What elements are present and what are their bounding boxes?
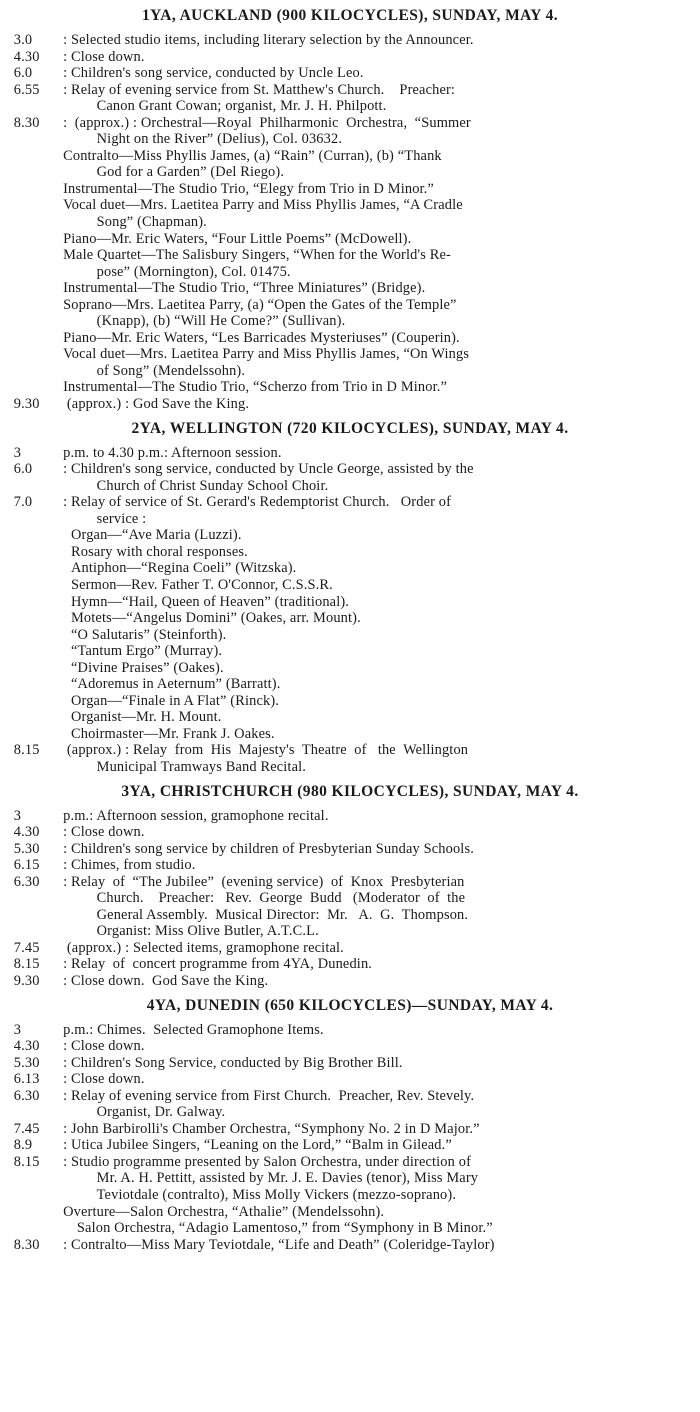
programme-text: Male Quartet—The Salisbury Singers, “When for the World's Re- <box>63 247 451 264</box>
programme-text: Antiphon—“Regina Coeli” (Witzska). <box>70 560 297 577</box>
programme-time: 6.13 <box>13 1071 40 1088</box>
programme-time: 6.30 <box>13 873 40 890</box>
programme-line <box>0 890 690 907</box>
programme-line <box>0 313 690 330</box>
programme-text: (approx.) : God Save the King. <box>63 396 250 413</box>
programme-line <box>0 1154 690 1171</box>
programme-line <box>0 231 690 248</box>
programme-text: Salon Orchestra, “Adagio Lamentoso,” from “Symphony in B Minor.” <box>76 1220 493 1237</box>
programme-line <box>0 544 690 561</box>
programme-text: Hymn—“Hail, Queen of Heaven” (traditional). <box>70 593 350 610</box>
programme-line <box>0 1104 690 1121</box>
programme-text: : Children's song service, conducted by Uncle George, assisted by the <box>63 461 474 478</box>
programme-line <box>0 940 690 957</box>
programme-text: Teviotdale (contralto), Miss Molly Vickers (mezzo-soprano). <box>96 1187 457 1203</box>
programme-text: Church of Christ Sunday School Choir. <box>96 477 329 494</box>
programme-line <box>0 907 690 924</box>
station-heading: 4YA, DUNEDIN (650 KILOCYCLES)—SUNDAY, MAY 4. <box>146 996 554 1014</box>
station-heading: 3YA, CHRISTCHURCH (980 KILOCYCLES), SUNDAY, MAY 4. <box>121 782 579 800</box>
programme-line <box>0 742 690 759</box>
programme-line <box>0 857 690 874</box>
programme-line <box>0 164 690 181</box>
programme-time: 8.9 <box>13 1137 33 1154</box>
programme-line <box>0 1088 690 1105</box>
programme-line <box>0 445 690 462</box>
programme-text: Organist—Mr. H. Mount. <box>70 709 222 726</box>
programme-text: Vocal duet—Mrs. Laetitea Parry and Miss Phyllis James, “On Wings <box>63 346 470 363</box>
programme-text: Contralto—Miss Phyllis James, (a) “Rain” (Curran), (b) “Thank <box>63 147 442 164</box>
station-heading: 1YA, AUCKLAND (900 KILOCYCLES), SUNDAY, MAY 4. <box>141 7 558 24</box>
programme-text: Night on the River” (Delius), Col. 03632. <box>96 131 343 148</box>
programme-time: 5.30 <box>13 1054 40 1071</box>
programme-text: : Close down. <box>63 1038 145 1055</box>
programme-text: : John Barbirolli's Chamber Orchestra, “Symphony No. 2 in D Major.” <box>63 1120 480 1137</box>
programme-text: : Contralto—Miss Mary Teviotdale, “Life and Death” (Coleridge-Taylor) <box>63 1236 495 1253</box>
programme-line <box>0 264 690 281</box>
programme-text: : Chimes, from studio. <box>63 857 196 874</box>
programme-line <box>0 461 690 478</box>
programme-text: God for a Garden” (Del Riego). <box>96 164 285 181</box>
programme-text: Sermon—Rev. Father T. O'Connor, C.S.S.R. <box>70 576 333 593</box>
station-section <box>0 413 700 776</box>
programme-line <box>0 1237 690 1254</box>
programme-text: Soprano—Mrs. Laetitea Parry, (a) “Open the Gates of the Temple” <box>63 296 457 313</box>
programme-time: 8.30 <box>13 114 40 131</box>
programme-text: : (approx.) : Orchestral—Royal Philharmonic Orchestra, “Summer <box>63 114 471 131</box>
programme-time: 8.15 <box>13 742 40 759</box>
programme-time: 9.30 <box>13 972 40 989</box>
programme-text: “Tantum Ergo” (Murray). <box>70 643 223 660</box>
station-section <box>0 990 700 1254</box>
programme-line <box>0 197 690 214</box>
programme-line <box>0 330 690 347</box>
programme-line <box>0 115 690 132</box>
programme-text: : Close down. <box>63 48 145 65</box>
programme-line <box>0 808 690 825</box>
programme-text: : Children's Song Service, conducted by Big Brother Bill. <box>63 1054 403 1071</box>
programme-text: General Assembly. Musical Director: Mr. A. G. Thompson. <box>96 906 469 923</box>
programme-line <box>0 1204 690 1221</box>
programme-text: Rosary with choral responses. <box>70 543 248 560</box>
programme-line <box>0 247 690 264</box>
programme-line <box>0 709 690 726</box>
programme-time: 4.30 <box>13 1038 40 1055</box>
programme-line <box>0 494 690 511</box>
programme-line <box>0 577 690 594</box>
programme-time: 9.30 <box>13 396 40 413</box>
programme-line <box>0 874 690 891</box>
programme-text: “Adoremus in Aeternum” (Barratt). <box>70 676 281 693</box>
programme-text: Municipal Tramways Band Recital. <box>96 758 306 775</box>
programme-line <box>0 49 690 66</box>
programme-time: 6.0 <box>13 461 33 478</box>
programme-text: Vocal duet—Mrs. Laetitea Parry and Miss Phyllis James, “A Cradle <box>63 197 463 214</box>
programme-text: p.m.: Afternoon session, gramophone recital. <box>63 807 329 824</box>
programme-line <box>0 759 690 776</box>
programme-text: Song” (Chapman). <box>96 214 207 231</box>
programme-text: : Utica Jubilee Singers, “Leaning on the Lord,” “Balm in Gilead.” <box>63 1137 452 1154</box>
programme-text: service : <box>96 510 147 527</box>
programme-line <box>0 824 690 841</box>
programme-time: 8.30 <box>13 1236 40 1253</box>
programme-line <box>0 1137 690 1154</box>
programme-text: Choirmaster—Mr. Frank J. Oakes. <box>70 725 275 742</box>
programme-time: 5.30 <box>13 840 40 857</box>
programme-text: : Close down. <box>63 824 145 841</box>
programme-line <box>0 214 690 231</box>
programme-line <box>0 594 690 611</box>
programme-time: 6.55 <box>13 81 40 98</box>
programme-text: : Relay of concert programme from 4YA, Dunedin. <box>63 956 373 973</box>
programme-text: p.m.: Chimes. Selected Gramophone Items. <box>63 1021 324 1038</box>
programme-time: 6.0 <box>13 65 33 82</box>
programme-line <box>0 726 690 743</box>
programme-line <box>0 627 690 644</box>
programme-text: Instrumental—The Studio Trio, “Scherzo from Trio in D Minor.” <box>63 379 448 396</box>
programme-time: 4.30 <box>13 824 40 841</box>
programme-line <box>0 660 690 677</box>
programme-line <box>0 693 690 710</box>
programme-time: 3 <box>13 444 22 461</box>
programme-line <box>0 643 690 660</box>
programme-time: 6.15 <box>13 857 40 874</box>
programme-time: 8.15 <box>13 956 40 973</box>
programme-text: Piano—Mr. Eric Waters, “Les Barricades Mysteriuses” (Couperin). <box>63 329 460 346</box>
station-heading: 2YA, WELLINGTON (720 KILOCYCLES), SUNDAY, MAY 4. <box>131 419 569 437</box>
station-section <box>0 776 700 990</box>
programme-text: Instrumental—The Studio Trio, “Three Miniatures” (Bridge). <box>63 280 426 297</box>
programme-text: Mr. A. H. Pettitt, assisted by Mr. J. E. Davies (tenor), Miss Mary <box>96 1170 479 1187</box>
programme-line <box>0 676 690 693</box>
programme-line <box>0 346 690 363</box>
programme-line <box>0 1038 690 1055</box>
programme-line <box>0 923 690 940</box>
station-section <box>0 0 700 413</box>
programme-time: 7.45 <box>13 1120 40 1137</box>
programme-line <box>0 610 690 627</box>
programme-line <box>0 297 690 314</box>
programme-text: Piano—Mr. Eric Waters, “Four Little Poems” (McDowell). <box>63 230 412 247</box>
programme-line <box>0 148 690 165</box>
programme-text: Overture—Salon Orchestra, “Athalie” (Mendelssohn). <box>63 1203 385 1220</box>
programme-line <box>0 98 690 115</box>
programme-line <box>0 1170 690 1187</box>
programme-text: (Knapp), (b) “Will He Come?” (Sullivan). <box>96 313 346 330</box>
programme-text: : Children's song service, conducted by Uncle Leo. <box>63 65 364 82</box>
programme-line <box>0 1121 690 1138</box>
programme-text: p.m. to 4.30 p.m.: Afternoon session. <box>63 444 282 461</box>
programme-line <box>0 527 690 544</box>
programme-line <box>0 32 690 49</box>
programme-text: Motets—“Angelus Domini” (Oakes, arr. Mount). <box>70 610 361 627</box>
programme-time: 4.30 <box>13 48 40 65</box>
programme-text: Canon Grant Cowan; organist, Mr. J. H. Philpott. <box>96 98 387 115</box>
programme-line <box>0 82 690 99</box>
programme-line <box>0 363 690 380</box>
programme-line <box>0 1071 690 1088</box>
programme-text: : Relay of evening service from First Church. Preacher, Rev. Stevely. <box>63 1087 475 1104</box>
programme-text: Organist, Dr. Galway. <box>96 1104 226 1121</box>
programme-time: 7.45 <box>13 939 40 956</box>
programme-line <box>0 1055 690 1072</box>
programme-text: pose” (Mornington), Col. 01475. <box>96 263 291 280</box>
programme-text: : Studio programme presented by Salon Orchestra, under direction of <box>63 1153 472 1170</box>
programme-text: “O Salutaris” (Steinforth). <box>70 626 227 643</box>
programme-text: : Close down. <box>63 1071 145 1088</box>
programme-line <box>0 956 690 973</box>
programme-line <box>0 280 690 297</box>
programme-text: : Selected studio items, including literary selection by the Announcer. <box>63 32 474 48</box>
programme-text: : Relay of “The Jubilee” (evening service) of Knox Presbyterian <box>63 873 465 890</box>
programme-time: 3 <box>13 1021 22 1038</box>
programme-text: “Divine Praises” (Oakes). <box>70 659 224 676</box>
programme-line <box>0 65 690 82</box>
programme-line <box>0 1187 690 1204</box>
programme-line <box>0 1022 690 1039</box>
programme-line <box>0 973 690 990</box>
programme-line <box>0 379 690 396</box>
programme-text: (approx.) : Relay from His Majesty's Theatre of the Wellington <box>63 742 469 759</box>
programme-line <box>0 131 690 148</box>
programme-line <box>0 511 690 528</box>
programme-text: Organist: Miss Olive Butler, A.T.C.L. <box>96 923 319 940</box>
programme-time: 3.0 <box>13 32 33 48</box>
programme-line <box>0 181 690 198</box>
programme-text: (approx.) : Selected items, gramophone recital. <box>63 939 344 956</box>
programme-time: 8.15 <box>13 1153 40 1170</box>
programme-time: 3 <box>13 807 22 824</box>
programme-text: : Relay of service of St. Gerard's Redemptorist Church. Order of <box>63 494 452 511</box>
programme-text: Church. Preacher: Rev. George Budd (Moderator of the <box>96 890 466 907</box>
programme-text: of Song” (Mendelssohn). <box>96 362 246 379</box>
programme-time: 6.30 <box>13 1087 40 1104</box>
programme-text: Organ—“Finale in A Flat” (Rinck). <box>70 692 280 709</box>
programme-line <box>0 841 690 858</box>
programme-text: : Children's song service by children of Presbyterian Sunday Schools. <box>63 840 474 857</box>
programme-line <box>0 1220 690 1237</box>
programme-time: 7.0 <box>13 494 33 511</box>
programme-line <box>0 478 690 495</box>
programme-line <box>0 396 690 413</box>
programme-text: : Close down. God Save the King. <box>63 972 269 989</box>
programme-text: : Relay of evening service from St. Matthew's Church. Preacher: <box>63 81 456 98</box>
programme-text: Organ—“Ave Maria (Luzzi). <box>70 527 242 544</box>
programme-text: Instrumental—The Studio Trio, “Elegy from Trio in D Minor.” <box>63 180 434 197</box>
programme-line <box>0 560 690 577</box>
